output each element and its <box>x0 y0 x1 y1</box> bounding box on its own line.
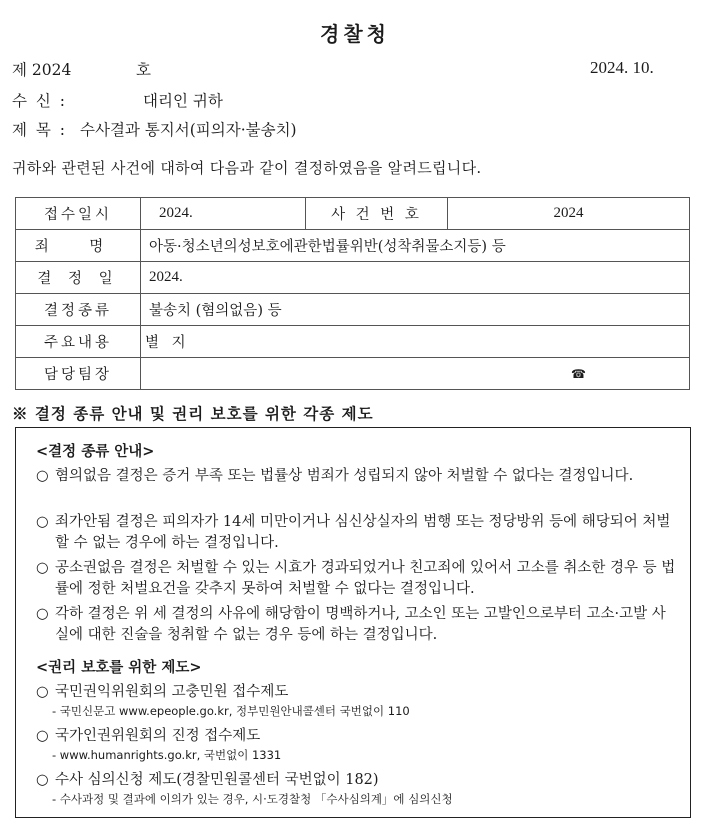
recipient-value: 대리인 귀하 <box>143 92 223 110</box>
received-value: 2024. <box>141 198 306 230</box>
rights-item-text: 국가인권위원회의 진정 접수제도 <box>55 728 261 744</box>
officer-label: 담당팀장 <box>16 358 141 390</box>
list-item <box>36 558 676 600</box>
main-content-value: 별 지 <box>141 326 690 358</box>
list-item <box>36 726 676 747</box>
table-row <box>16 294 690 326</box>
rights-item-note: - 국민신문고 www.epeople.go.kr, 정부민원안내콜센터 국번없이 110 <box>52 704 410 718</box>
doc-number-prefix: 제 2024 <box>12 61 72 79</box>
agency-title: 경찰청 <box>320 22 390 46</box>
rights-item-text: 국민권익위원회의 고충민원 접수제도 <box>55 684 289 700</box>
bullet-icon: ○ <box>36 772 49 788</box>
rights-item-note: - 수사과정 및 결과에 이의가 있는 경우, 시·도경찰청 「수사심의계」에 심의신청 <box>52 792 453 806</box>
decision-type-value: 불송치 (혐의없음) 등 <box>141 294 690 326</box>
list-item <box>36 682 676 703</box>
subject-label: 제 목 : <box>12 121 68 139</box>
list-item <box>36 512 676 554</box>
case-number-value: 2024 <box>448 198 690 230</box>
phone-icon: ☎ <box>141 358 690 390</box>
list-item <box>36 770 676 791</box>
doc-date: 2024. 10. <box>590 58 654 77</box>
subject-value: 수사결과 통지서(피의자·불송치) <box>80 121 297 139</box>
decision-guide-title: <결정 종류 안내> <box>36 443 155 460</box>
crime-value: 아동·청소년의성보호에관한법률위반(성착취물소지등) 등 <box>141 230 690 262</box>
table-row <box>16 262 690 294</box>
guide-item-text: 공소권없음 결정은 처벌할 수 있는 시효가 경과되었거나 친고죄에 있어서 고소를 취소한 경우 등 법률에 정한 처벌요건을 갖추지 못하여 처벌할 수 없다는 결정입니다. <box>55 560 676 597</box>
table-row <box>16 326 690 358</box>
decision-type-label: 결정종류 <box>16 294 141 326</box>
table-row <box>16 358 690 390</box>
bullet-icon: ○ <box>36 514 49 530</box>
bullet-icon: ○ <box>36 728 49 744</box>
section-title: ※ 결정 종류 안내 및 권리 보호를 위한 각종 제도 <box>12 404 374 423</box>
main-content-label: 주요내용 <box>16 326 141 358</box>
case-info-table <box>15 197 690 390</box>
table-row <box>16 198 690 230</box>
list-item <box>36 466 676 487</box>
received-label: 접수일시 <box>16 198 141 230</box>
bullet-icon: ○ <box>36 468 49 484</box>
doc-number-suffix: 호 <box>136 61 151 79</box>
bullet-icon: ○ <box>36 606 49 622</box>
list-item <box>36 604 676 646</box>
rights-item-text: 수사 심의신청 제도(경찰민원콜센터 국번없이 182) <box>55 772 379 788</box>
bullet-icon: ○ <box>36 684 49 700</box>
rights-title: <권리 보호를 위한 제도> <box>36 659 202 676</box>
intro-text: 귀하와 관련된 사건에 대하여 다음과 같이 결정하였음을 알려드립니다. <box>12 159 482 177</box>
table-row <box>16 230 690 262</box>
recipient-label: 수 신 : <box>12 92 68 110</box>
guide-item-text: 죄가안됨 결정은 피의자가 14세 미만이거나 심신상실자의 범행 또는 정당방위 등에 해당되어 처벌할 수 없는 경우에 하는 결정입니다. <box>55 514 671 551</box>
case-number-label: 사 건 번 호 <box>306 198 448 230</box>
bullet-icon: ○ <box>36 560 49 576</box>
guide-box <box>15 427 691 818</box>
rights-item-note: - www.humanrights.go.kr, 국번없이 1331 <box>52 748 282 762</box>
decision-date-value: 2024. <box>141 262 690 294</box>
guide-item-text: 혐의없음 결정은 증거 부족 또는 법률상 범죄가 성립되지 않아 처벌할 수 없다는 결정입니다. <box>55 468 634 484</box>
guide-item-text: 각하 결정은 위 세 결정의 사유에 해당함이 명백하거나, 고소인 또는 고발인으로부터 고소·고발 사실에 대한 진술을 청취할 수 없는 경우 등에 하는 결정입니다. <box>55 606 666 643</box>
decision-date-label: 결 정 일 <box>16 262 141 294</box>
crime-label: 죄 명 <box>16 230 141 262</box>
